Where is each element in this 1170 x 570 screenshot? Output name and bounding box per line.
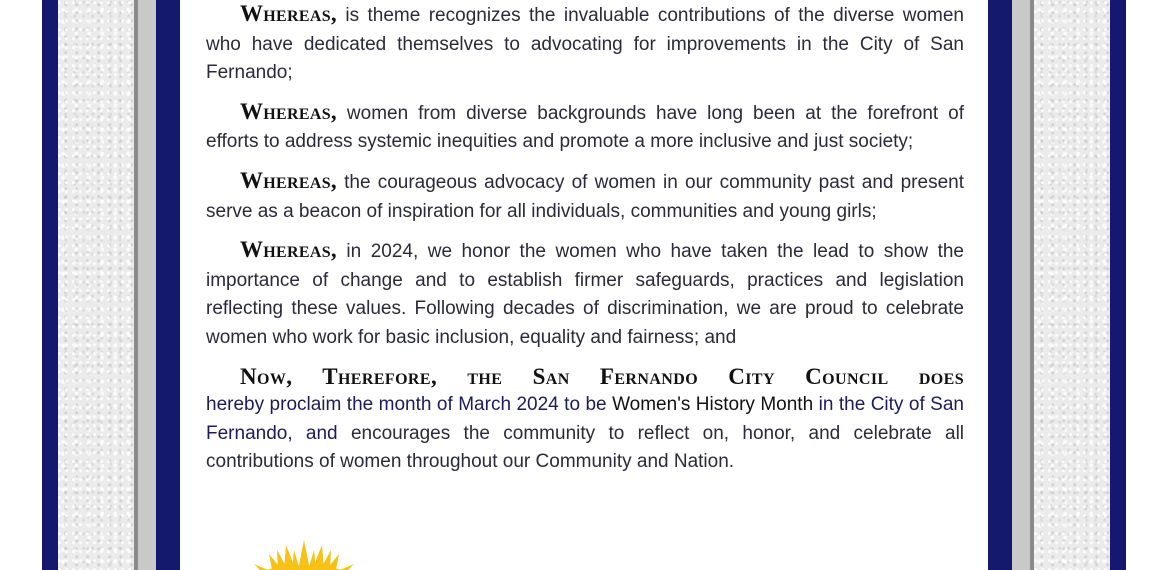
left-stone-panel <box>58 0 134 570</box>
whereas-keyword: Whereas, <box>240 98 337 124</box>
paragraph-text: the courageous advocacy of women in our community past and present serve as a beacon of inspiration for all individuals, communities and young girls; <box>206 171 964 222</box>
right-outer-navy-stripe <box>1110 0 1126 570</box>
whereas-paragraph-4 <box>206 236 964 352</box>
whereas-keyword: Whereas, <box>240 167 337 193</box>
paragraph-text: women from diverse backgrounds have long been at the forefront of efforts to address systemic inequities and promote a more inclusive and just society; <box>206 102 964 153</box>
whereas-paragraph-3 <box>206 167 964 226</box>
left-outer-navy-stripe <box>42 0 58 570</box>
resolution-text-part2: in the City of San Fernando, and <box>206 394 964 444</box>
left-inner-navy-stripe <box>156 0 180 570</box>
resolution-text-part1: hereby proclaim the month of March 2024 to be <box>206 394 613 416</box>
sun-seal-icon <box>214 540 394 570</box>
whereas-paragraph-2 <box>206 98 964 157</box>
proclamation-body <box>206 0 964 487</box>
paragraph-text: is theme recognizes the invaluable contributions of the diverse women who have dedicated themselves to advocating for improvements in the City of San Fernando; <box>206 5 964 84</box>
right-light-stripe <box>1012 0 1030 570</box>
whereas-paragraph-1 <box>206 0 964 88</box>
paragraph-text: in 2024, we honor the women who have taken the lead to show the importance of change and to establish firmer safeguards, practices and legislation reflecting these values. Following decades of discrimination, we are proud to celebrate women who work for basic inclusion, equality and fairness; and <box>206 241 964 348</box>
resolution-heading: Now, Therefore, the San Fernando City Council does <box>240 363 964 389</box>
resolution-paragraph <box>206 391 964 477</box>
resolution-block <box>206 363 964 477</box>
whereas-keyword: Whereas, <box>240 1 337 26</box>
whereas-keyword: Whereas, <box>240 237 337 263</box>
left-light-stripe <box>138 0 156 570</box>
right-stone-panel <box>1034 0 1110 570</box>
resolution-text-part3: encourages the community to reflect on, honor, and celebrate all contributions of women throughout our Community and Nation. <box>206 422 965 473</box>
right-inner-navy-stripe <box>988 0 1012 570</box>
womens-history-month-label: Women's History Month <box>612 394 814 416</box>
